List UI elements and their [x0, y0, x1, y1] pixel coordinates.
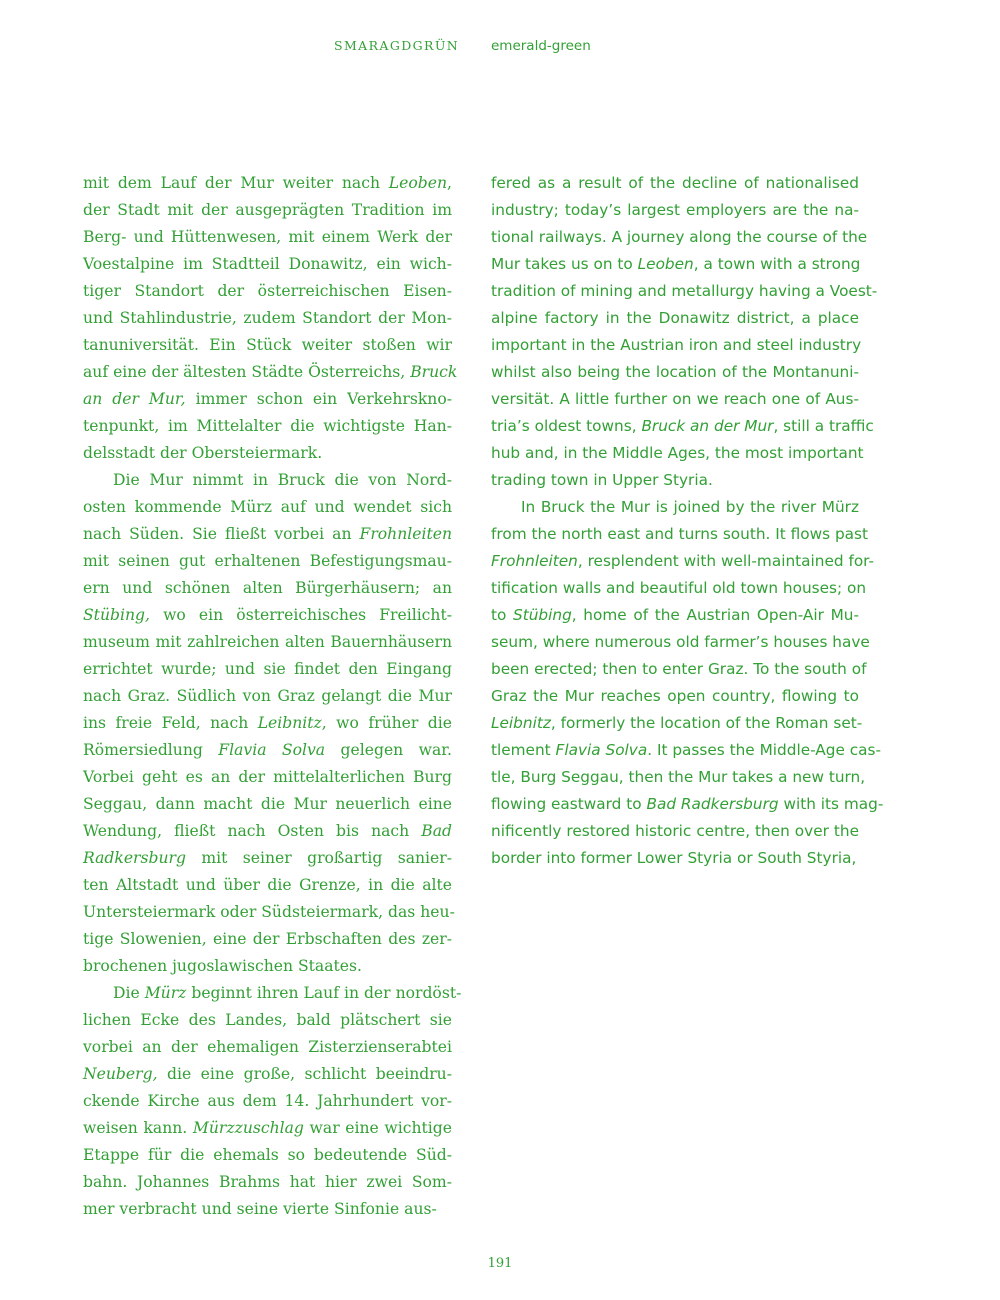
english-text-line: border into former Lower Styria or South Styria,	[491, 849, 857, 867]
german-text-line: ten Altstadt und über die Grenze, in die alte	[83, 876, 452, 894]
german-text-line: Stübing, wo ein österreichisches Freilicht-	[83, 606, 452, 624]
german-text-line: Neuberg, die eine große, schlicht beeindru-	[83, 1065, 452, 1083]
german-text-line: ern und schönen alten Bürgerhäusern; an	[83, 579, 452, 597]
german-text-column	[83, 170, 462, 1223]
german-text-line: tanuniversität. Ein Stück weiter stoßen wir	[83, 336, 452, 354]
english-text-line: tle, Burg Seggau, then the Mur takes a new turn,	[491, 768, 866, 786]
german-text-line: lichen Ecke des Landes, bald plätschert sie	[83, 1011, 452, 1029]
running-head-english: emerald-green	[491, 38, 591, 54]
german-text-line: delsstadt der Obersteiermark.	[83, 444, 323, 462]
english-text-line: whilst also being the location of the Montanuni-	[491, 363, 859, 381]
german-text-line: mer verbracht und seine vierte Sinfonie aus-	[83, 1200, 437, 1218]
german-text-line: Wendung, fließt nach Osten bis nach Bad	[83, 822, 452, 840]
german-text-line: errichtet wurde; und sie findet den Eingang	[83, 660, 452, 678]
english-text-line: tional railways. A journey along the course of the	[491, 228, 868, 246]
english-text-line: fered as a result of the decline of nationalised	[491, 174, 859, 192]
english-text-line: important in the Austrian iron and steel industry	[491, 336, 862, 354]
german-text-line: nach Graz. Südlich von Graz gelangt die Mur	[83, 687, 452, 705]
german-text-line: tenpunkt, im Mittelalter die wichtigste Han-	[83, 417, 452, 435]
german-text-line: an der Mur, immer schon ein Verkehrskno-	[83, 390, 452, 408]
english-text-line: tria’s oldest towns, Bruck an der Mur, still a traffic	[491, 417, 874, 435]
english-text-line: Mur takes us on to Leoben, a town with a strong	[491, 255, 861, 273]
english-text-line: from the north east and turns south. It flows past	[491, 525, 869, 543]
english-text-line: seum, where numerous old farmer’s houses have	[491, 633, 870, 651]
german-text-line: osten kommende Mürz auf und wendet sich	[83, 498, 452, 516]
running-head	[0, 38, 1000, 58]
german-text-line: der Stadt mit der ausgeprägten Tradition im	[83, 201, 452, 219]
german-text-line: tiger Standort der österreichischen Eisen-	[83, 282, 452, 300]
german-text-line: brochenen jugoslawischen Staates.	[83, 957, 362, 975]
running-head-german: SMARAGDGRÜN	[334, 38, 460, 53]
german-text-line: Die Mürz beginnt ihren Lauf in der nordöst-	[113, 984, 462, 1002]
german-text-line: Voestalpine im Stadtteil Donawitz, ein wich-	[83, 255, 452, 273]
german-text-line: ins freie Feld, nach Leibnitz, wo früher die	[83, 714, 452, 732]
german-text-line: ckende Kirche aus dem 14. Jahrhundert vor-	[83, 1092, 452, 1110]
german-text-line: Radkersburg mit seiner großartig sanier-	[83, 849, 452, 867]
english-text-line: tlement Flavia Solva. It passes the Middle-Age cas-	[491, 741, 882, 759]
english-text-line: versität. A little further on we reach one of Aus-	[491, 390, 859, 408]
german-text-line: weisen kann. Mürzzuschlag war eine wichtige	[83, 1119, 452, 1137]
german-text-line: und Stahlindustrie, zudem Standort der Mon-	[83, 309, 452, 327]
german-text-line: Berg- und Hüttenwesen, mit einem Werk der	[83, 228, 452, 246]
german-text-line: nach Süden. Sie fließt vorbei an Frohnleiten	[83, 525, 452, 543]
english-text-line: tification walls and beautiful old town houses; on	[491, 579, 867, 597]
page-number: 191	[487, 1256, 513, 1271]
german-text-line: Vorbei geht es an der mittelalterlichen Burg	[83, 768, 452, 786]
german-text-line: Die Mur nimmt in Bruck die von Nord-	[113, 471, 452, 489]
english-text-line: In Bruck the Mur is joined by the river Mürz	[521, 498, 859, 516]
english-text-line: Leibnitz, formerly the location of the Roman set-	[491, 714, 863, 732]
english-text-line: Frohnleiten, resplendent with well-maintained for-	[491, 552, 875, 570]
english-text-line: to Stübing, home of the Austrian Open-Air Mu-	[491, 606, 859, 624]
english-text-line: trading town in Upper Styria.	[491, 471, 713, 489]
german-text-line: Seggau, dann macht die Mur neuerlich eine	[83, 795, 452, 813]
german-text-line: museum mit zahlreichen alten Bauernhäusern	[83, 633, 452, 651]
german-text-line: Römersiedlung Flavia Solva gelegen war.	[83, 741, 453, 759]
german-text-line: Untersteiermark oder Südsteiermark, das heu-	[83, 903, 455, 921]
german-text-line: mit dem Lauf der Mur weiter nach Leoben,	[83, 174, 452, 192]
english-text-line: hub and, in the Middle Ages, the most important	[491, 444, 864, 462]
german-text-line: Etappe für die ehemals so bedeutende Süd-	[83, 1146, 452, 1164]
english-text-line: nificently restored historic centre, then over the	[491, 822, 859, 840]
german-text-line: vorbei an der ehemaligen Zisterzienserabtei	[83, 1038, 452, 1056]
english-text-line: tradition of mining and metallurgy having a Voest-	[491, 282, 878, 300]
english-text-line: industry; today’s largest employers are the na-	[491, 201, 859, 219]
german-text-line: auf eine der ältesten Städte Österreichs, Bruck	[83, 363, 458, 381]
german-text-line: tige Slowenien, eine der Erbschaften des zer-	[83, 930, 452, 948]
english-text-line: flowing eastward to Bad Radkersburg with its mag-	[491, 795, 884, 813]
english-text-line: alpine factory in the Donawitz district, a place	[491, 309, 859, 327]
german-text-line: bahn. Johannes Brahms hat hier zwei Som-	[83, 1173, 452, 1191]
english-text-column	[491, 170, 884, 872]
english-text-line: Graz the Mur reaches open country, flowing to	[491, 687, 859, 705]
english-text-line: been erected; then to enter Graz. To the south of	[491, 660, 867, 678]
german-text-line: mit seinen gut erhaltenen Befestigungsmau-	[83, 552, 452, 570]
